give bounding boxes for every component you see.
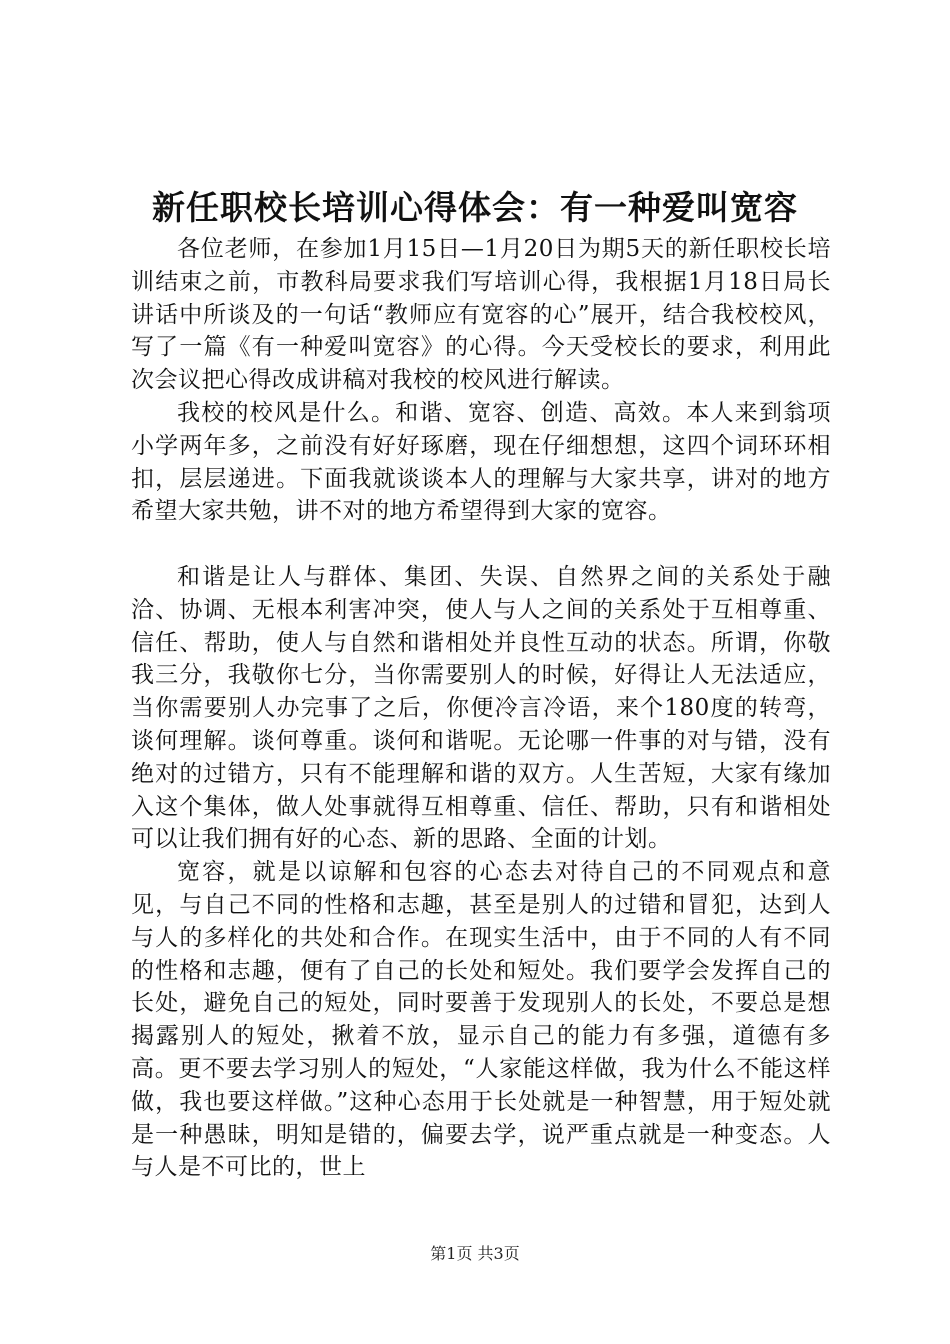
document-title: 新任职校长培训心得体会：有一种爱叫宽容 — [152, 188, 798, 227]
page-footer: 第1页 共3页 — [430, 1244, 520, 1263]
paragraph-tolerance: 宽容，就是以谅解和包容的心态去对待自己的不同观点和意见，与自己不同的性格和志趣，甚至是别人的过错和冒犯，达到人与人的多样化的共处和合作。在现实生活中，由于不同的人有不同的性格和志趣，便有了自己的长处和短处。我们要学会发挥自己的长处，避免自己的短处，同时要善于发现别人的长处，不要总是想揭露别人的短处，揪着不放，显示自己的能力有多强，道德有多高。更不要去学习别人的短处，“人家能这样做，我为什么不能这样做，我也要这样做。”这种心态用于长处就是一种智慧，用于短处就是一种愚昧，明知是错的，偏要去学，说严重点就是一种变态。人与人是不可比的，世上 — [131, 859, 831, 1181]
paragraph-school-motto: 我校的校风是什么。和谐、宽容、创造、高效。本人来到翁项小学两年多，之前没有好好琢磨，现在仔细想想，这四个词环环相扣，层层递进。下面我就谈谈本人的理解与大家共享，讲对的地方希望大家共勉，讲不对的地方希望得到大家的宽容。 — [131, 399, 831, 525]
paragraph-harmony: 和谐是让人与群体、集团、失误、自然界之间的关系处于融洽、协调、无根本利害冲突，使人与人之间的关系处于互相尊重、信任、帮助，使人与自然和谐相处并良性互动的状态。所谓，你敬我三分，我敬你七分，当你需要别人的时候，好得让人无法适应，当你需要别人办完事了之后，你便冷言冷语，来个180度的转弯，谈何理解。谈何尊重。谈何和谐呢。无论哪一件事的对与错，没有绝对的过错方，只有不能理解和谐的双方。人生苦短，大家有缘加入这个集体，做人处事就得互相尊重、信任、帮助，只有和谐相处可以让我们拥有好的心态、新的思路、全面的计划。 — [131, 563, 831, 853]
paragraph-greeting: 各位老师，在参加1月15日—1月20日为期5天的新任职校长培训结束之前，市教科局要求我们写培训心得，我根据1月18日局长讲话中所谈及的一句话“教师应有宽容的心”展开，结合我校校风，写了一篇《有一种爱叫宽容》的心得。今天受校长的要求，利用此次会议把心得改成讲稿对我校的校风进行解读。 — [131, 236, 831, 394]
paragraph-spacer — [131, 528, 831, 561]
document-body — [131, 233, 831, 1184]
